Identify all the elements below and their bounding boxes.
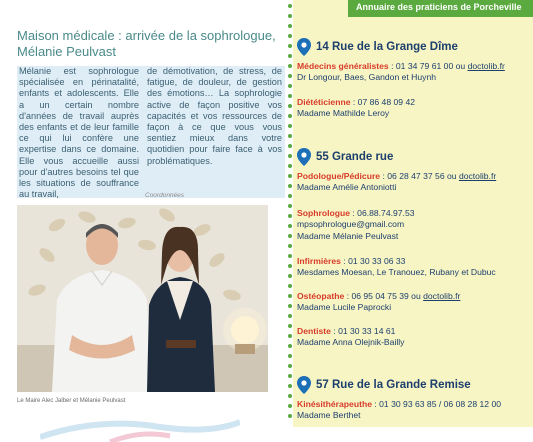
- article-text-col1: Mélanie est sophrologue spécialisée en périnatalité, enfants et adolescents. Elle a un certain nombre d'années de travail auprès des enfants et de leur famille ce qui lui confère une expertise dans ce domaine. Elle vous accueille aussi pour d'autres besoins tel que les situations de souffrance au travail,: [19, 66, 139, 200]
- entry-detail: : 06.88.74.97.53: [350, 208, 415, 218]
- location-pin-icon: [297, 148, 311, 166]
- directory-entry: [297, 291, 460, 314]
- address-heading: [297, 376, 471, 394]
- specialty-label: Ostéopathe: [297, 291, 345, 301]
- specialty-label: Dentiste: [297, 326, 331, 336]
- article-title: [17, 28, 282, 60]
- entry-detail: : 01 34 79 61 00 ou: [388, 61, 468, 71]
- address-heading: [297, 38, 458, 56]
- directory-entry: [297, 326, 404, 349]
- coord-label: Coordonnées: [145, 192, 185, 199]
- address-text: 14 Rue de la Grange Dîme: [316, 41, 458, 53]
- entry-email[interactable]: mpsophrologue@gmail.com: [297, 219, 405, 230]
- doctolib-link[interactable]: doctolib.fr: [467, 61, 505, 71]
- article-text-col2: de démotivation, de stress, de fatigue, de douleur, de gestion des émotions… La sophrologie active de façon positive vos capacités et vos ressources de façon à ce que vous vous sentiez mieux dans votre quotidien pour faire face à vos problématiques.: [147, 66, 282, 166]
- directory-panel: [293, 0, 533, 427]
- directory-entry: [297, 256, 496, 279]
- directory-entry: [297, 61, 505, 84]
- entry-names: Madame Mathilde Leroy: [297, 108, 390, 119]
- specialty-label: Sophrologue: [297, 208, 350, 218]
- article-title-line2: Mélanie Peulvast: [17, 44, 116, 59]
- article-photo: [17, 205, 268, 392]
- address-text: 57 Rue de la Grande Remise: [316, 379, 471, 391]
- address-heading: [297, 148, 393, 166]
- entry-names: Madame Lucile Paprocki: [297, 302, 392, 313]
- directory-banner: Annuaire des praticiens de Porcheville: [348, 0, 533, 17]
- photo-caption: Le Maire Alec Jalber et Mélanie Peulvast: [17, 398, 126, 404]
- decorative-swirl: [40, 412, 240, 442]
- specialty-label: Podologue/Pédicure: [297, 171, 381, 181]
- entry-detail: : 01 30 33 06 33: [340, 256, 406, 266]
- directory-entry: [297, 208, 415, 242]
- directory-entry: [297, 171, 496, 194]
- specialty-label: Diététicienne: [297, 97, 351, 107]
- location-pin-icon: [297, 376, 311, 394]
- specialty-label: Médecins généralistes: [297, 61, 389, 71]
- entry-names: Mesdames Moesan, Le Tranouez, Rubany et Dubuc: [297, 267, 496, 278]
- location-pin-icon: [297, 38, 311, 56]
- entry-detail: : 06 95 04 75 39 ou: [344, 291, 424, 301]
- specialty-label: Kinésithérapeuthe: [297, 399, 372, 409]
- entry-detail: : 01 30 33 14 61: [330, 326, 396, 336]
- entry-names: Madame Amélie Antoniotti: [297, 182, 397, 193]
- doctolib-link[interactable]: doctolib.fr: [458, 171, 497, 181]
- doctolib-link[interactable]: doctolib.fr: [423, 291, 461, 301]
- specialty-label: Infirmières: [297, 256, 341, 266]
- entry-names: Madame Mélanie Peulvast: [297, 230, 399, 241]
- entry-detail: : 07 86 48 09 42: [350, 97, 416, 107]
- article-title-line1: Maison médicale : arrivée de la sophrologue,: [17, 28, 276, 43]
- entry-names: Madame Berthet: [297, 410, 361, 421]
- entry-detail: : 06 28 47 37 56 ou: [380, 171, 459, 181]
- article-intro-box: [17, 66, 285, 198]
- entry-names: Madame Anna Olejnik-Bailly: [297, 337, 405, 348]
- address-text: 55 Grande rue: [316, 151, 394, 163]
- entry-detail: : 01 30 93 63 85 / 06 08 28 12 00: [371, 399, 501, 409]
- directory-entry: [297, 97, 415, 120]
- directory-entry: [297, 399, 501, 422]
- entry-names: Dr Longour, Baes, Gandon et Huynh: [297, 72, 437, 83]
